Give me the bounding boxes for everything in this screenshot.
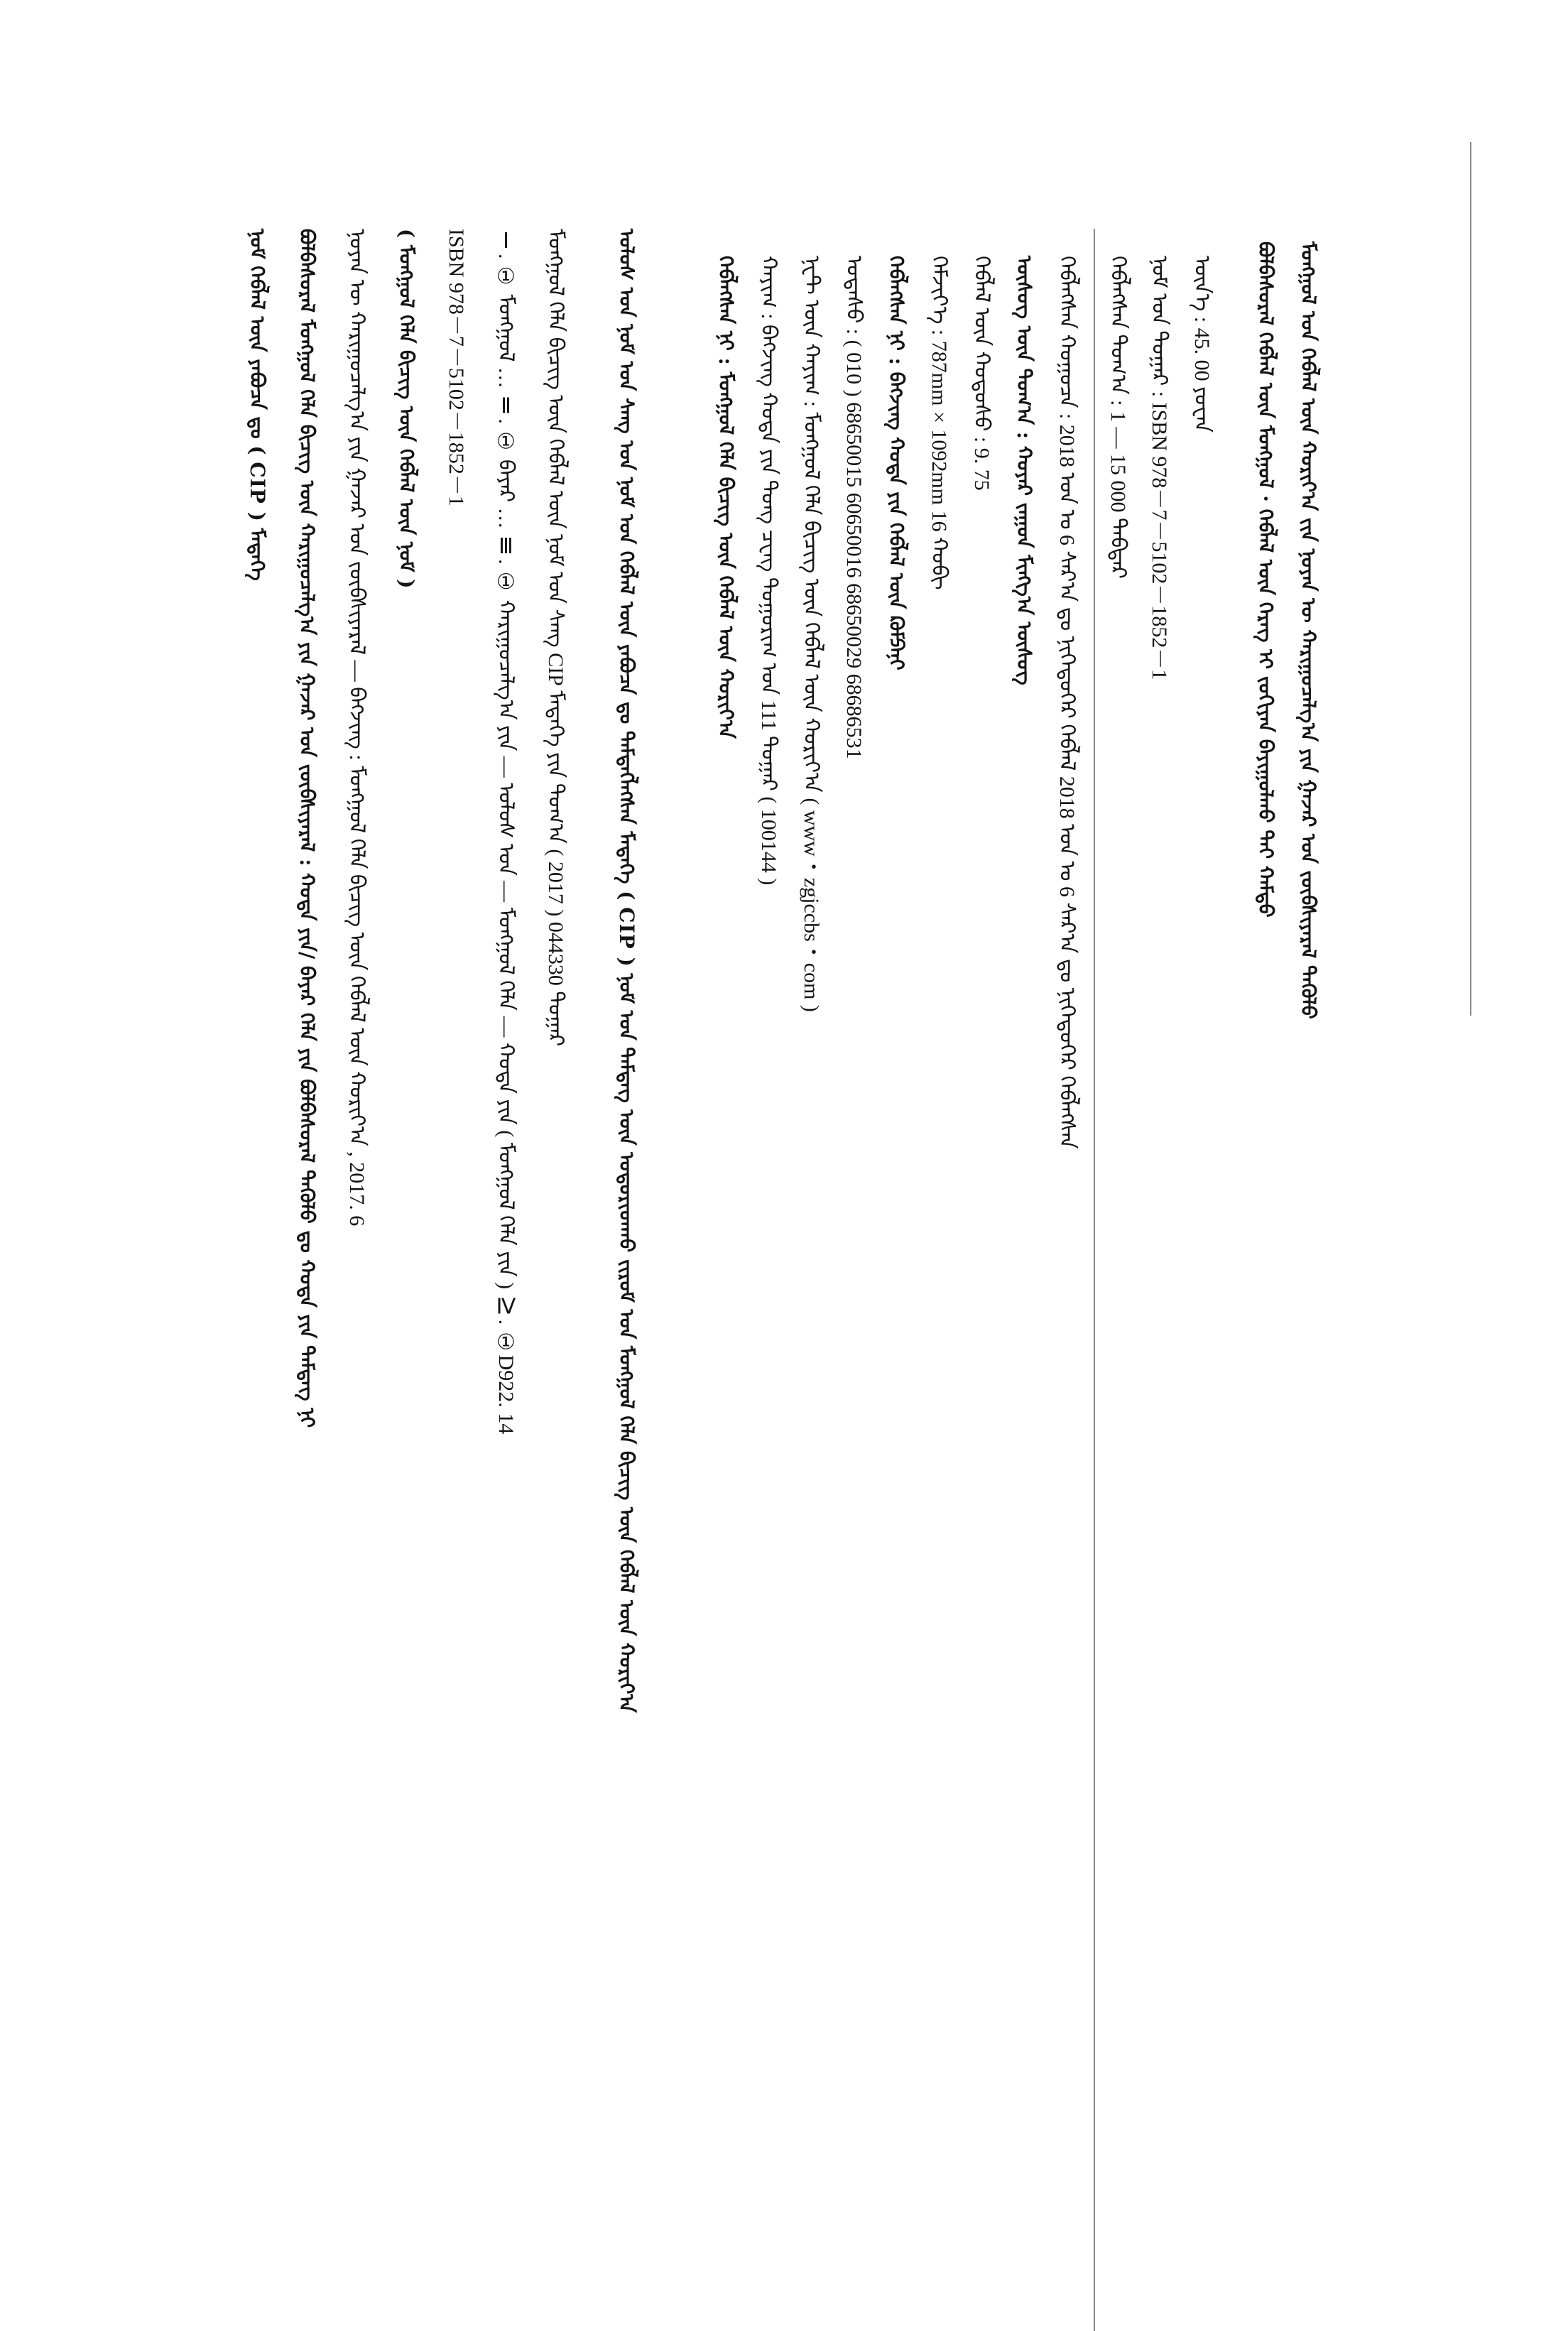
cip-closing-line: ᠨᠣᠮ ᠬᠡᠪᠯᠡᠯ ᠦᠨ ᠶᠠᠪᠤᠴᠠ ᠳᠤ ( CIP ) ᠮᠡᠳᠡᠭᠡ <box>246 229 269 581</box>
words-line: ᠦᠰᠦᠭ ᠦᠨ ᠲᠣᠭ᠎ᠠ : ᠬᠣᠶᠠᠷ ᠵᠠᠭᠤᠨ ᠮᠢᠩᠭ᠎ᠠ ᠦᠰᠦᠭ <box>1013 256 1036 685</box>
address-line: ᠬᠠᠶᠢᠭ : ᠪᠡᠭᠵᠢᠩ ᠬᠣᠲᠠ ᠶᠢᠨ ᠳᠤᠩ ᠴᠧᠩ ᠲᠣᠭᠣᠷᠢᠭ ᠤᠨ 111 ᠳᠤᠭᠠᠷ ( 100144 ) <box>757 256 780 886</box>
cip-number-line: ᠮᠣᠩᠭᠣᠯ ᠬᠡᠯᠡ ᠪᠢᠴᠢᠭ ᠦᠨ ᠬᠡᠪᠯᠡᠯ ᠦᠨ ᠨᠣᠮ ᠤᠨ ᠰᠠᠩ CIP ᠮᠡᠳᠡᠭᠡ ᠶᠢᠨ ᠲᠣᠭ᠎ᠠ ( 2017 ) 044330 ᠳᠤᠭᠠᠷ <box>544 229 567 1047</box>
middle-divider-line <box>1094 229 1095 2331</box>
isbn-line: ᠨᠣᠮ ᠤᠨ ᠳᠤᠭᠠᠷ : ISBN 978－7－5102－1852－1 <box>1148 256 1171 680</box>
cip-heading: ᠤᠯᠤᠰ ᠤᠨ ᠨᠣᠮ ᠤᠨ ᠰᠠᠩ ᠤᠨ ᠨᠣᠮ ᠤᠨ ᠬᠡᠪᠯᠡᠯ ᠦᠨ ᠶᠠᠪᠤᠴᠠ ᠳᠤ ᠲᠡᠮᠳᠡᠭᠯᠡᠭᠰᠡᠨ ᠮᠡᠳᠡᠭᠡ ( CIP ) ᠨᠣᠮ ᠤᠨ ᠲᠡᠮᠳᠡᠭ ᠦᠨ ᠤᠳᠤᠷᠢᠳᠬᠤ ᠵᠢᠷᠤᠮ ᠤᠨ ᠮᠣᠩᠭᠣᠯ ᠬᠡᠯᠡ ᠪᠢᠴᠢᠭ ᠦᠨ ᠬᠡᠪᠯᠡᠯ ᠦᠨ ᠬᠣᠷᠢᠶ᠎ᠠ <box>615 229 638 1713</box>
upper-divider-line <box>1470 142 1471 1016</box>
price-line: ᠦᠨ᠎ᠡ : 45. 00 ᠶᠤᠸᠠᠨ <box>1190 256 1214 433</box>
cip-edition-line: ᠨᠣᠶᠠᠨ ᠦ ᠬᠠᠷᠢᠭᠤᠴᠠᠯᠭ᠎ᠠ ᠶᠢᠨ ᠭᠠᠵᠠᠷ ᠤᠨ ᠵᠥᠪᠰᠢᠶᠡᠷᠡᠯ — ᠪᠡᠭᠵᠢᠩ : ᠮᠣᠩᠭᠣᠯ ᠬᠡᠯᠡ ᠪᠢᠴᠢᠭ ᠦᠨ ᠬᠡᠪᠯᠡᠯ ᠦᠨ ᠬᠣᠷᠢᠶ᠎ᠠ , 2017. 6 <box>345 229 369 1227</box>
website-line: ᠨᠧᠲ ᠦᠨ ᠬᠠᠶᠢᠭ : ᠮᠣᠩᠭᠣᠯ ᠬᠡᠯᠡ ᠪᠢᠴᠢᠭ ᠦᠨ ᠬᠡᠪᠯᠡᠯ ᠦᠨ ᠬᠣᠷᠢᠶ᠎ᠠ ( www・zgjccbs・com ) <box>800 256 823 1012</box>
edition-line: ᠬᠡᠪᠯᠡᠭᠰᠡᠨ ᠬᠤᠭᠤᠴᠠ : 2018 ᠣᠨ ᠤ 6 ᠰᠠᠷ᠎ᠠ ᠳᠤ ᠨᠢᠭᠡᠳᠦᠭᠡᠷ ᠬᠡᠪᠯᠡᠯ 2018 ᠣᠨ ᠤ 6 ᠰᠠᠷ᠎ᠠ ᠳᠤ ᠨᠢᠭᠡᠳᠦᠭᠡᠷ ᠬᠡᠪᠯᠡᠭᠰᠡᠨ <box>1055 256 1079 1149</box>
publisher-line: ᠬᠡᠪᠯᠡᠭᠰᠡᠨ ᠨᠢ : ᠮᠣᠩᠭᠣᠯ ᠬᠡᠯᠡ ᠪᠢᠴᠢᠭ ᠦᠨ ᠬᠡᠪᠯᠡᠯ ᠦᠨ ᠬᠣᠷᠢᠶ᠎ᠠ <box>714 256 738 739</box>
cip-long-line: ᠪᠣᠯᠪᠠᠰᠤᠷᠠᠯ ᠮᠣᠩᠭᠣᠯ ᠬᠡᠯᠡ ᠪᠢᠴᠢᠭ ᠦᠨ ᠬᠠᠷᠢᠭᠤᠴᠠᠯᠭ᠎ᠠ ᠶᠢᠨ ᠭᠠᠵᠠᠷ ᠤᠨ ᠵᠥᠪᠰᠢᠶᠡᠷᠡᠯ : ᠬᠣᠲᠠ ᠶᠢᠨ/ ᠪᠠᠶᠠᠷ ᠬᠡᠯᠡ ᠶᠢᠨ ᠪᠣᠯᠪᠠᠰᠤᠷᠠᠯ ᠲᠡᠭᠦᠯᠦ ᠳᠤ ᠬᠣᠲᠠ ᠶᠢᠨ ᠲᠡᠮᠳᠡᠭ ᠨᠢ <box>295 229 319 1428</box>
sheets-line: ᠬᠡᠪᠯᠡᠯ ᠦᠨ ᠬᠤᠳᠤᠰᠤ : 9. 75 <box>970 256 993 491</box>
format-line: ᠬᠡᠮᠵᠢᠶ᠎ᠡ : 787mm×1092mm 16 ᠬᠤᠪᠢ <box>927 256 951 590</box>
printer-line: ᠬᠡᠪᠯᠡᠭᠰᠡᠨ ᠨᠢ : ᠪᠡᠭᠵᠢᠩ ᠬᠣᠲᠠ ᠶᠢᠨ ᠬᠡᠪᠯᠡᠯ ᠦᠨ ᠺᠣᠮᠫᠠᠨᠢ <box>885 256 908 670</box>
classification-line: Ⅰ. ① ᠮᠣᠩᠭᠣᠯ … Ⅱ. ① ᠪᠠᠶᠠᠷ … Ⅲ. ① ᠬᠠᠷᠢᠭᠤᠴᠠᠯᠭ᠎ᠠ ᠶᠢᠨ — ᠤᠯᠤᠰ ᠤᠨ — ᠮᠣᠩᠭᠣᠯ ᠬᠡᠯᠡ — ᠬᠣᠲᠠ ᠶᠢᠨ ( ᠮᠣᠩᠭᠣᠯ ᠬᠡᠯᠡ ᠶᠢᠨ ) Ⅳ. ①D922. 14 <box>494 229 518 1435</box>
paren-note-line: ( ᠮᠣᠩᠭᠣᠯ ᠬᠡᠯᠡ ᠪᠢᠴᠢᠭ ᠦᠨ ᠬᠡᠪᠯᠡᠯ ᠦᠨ ᠨᠣᠮ ) <box>395 229 418 589</box>
print-run-line: ᠬᠡᠪᠯᠡᠭᠰᠡᠨ ᠲᠣᠭ᠎ᠠ : 1 — 15 000 ᠳᠡᠪᠲᠡᠷ <box>1106 256 1130 579</box>
top-line-2: ᠪᠣᠯᠪᠠᠰᠤᠷᠠᠯ ᠬᠡᠪᠯᠡᠯ ᠦᠨ ᠮᠣᠩᠭᠣᠯ · ᠬᠡᠪᠯᠡᠯ ᠦᠨ ᠬᠡᠷᠡᠭ ᠢ ᠵᠣᠬᠢᠶᠠᠨ ᠪᠠᠶᠢᠭᠤᠯᠬᠤ ᠲᠠᠢ ᠬᠠᠮᠲᠤ <box>1254 241 1278 918</box>
cip-isbn-line: ISBN 978－7－5102－1852－1 <box>445 229 468 506</box>
top-line-1: ᠮᠣᠩᠭᠣᠯ ᠤᠨ ᠬᠡᠪᠯᠡᠯ ᠦᠨ ᠬᠣᠷᠢᠶ᠎ᠠ ᠵᠢᠨ ᠨᠣᠶᠠᠨ ᠦ ᠬᠠᠷᠢᠭᠤᠴᠠᠯᠭ᠎ᠠ ᠶᠢᠨ ᠭᠠᠵᠠᠷ ᠤᠨ ᠵᠥᠪᠰᠢᠶᠡᠷᠡᠯ ᠲᠡᠭᠦᠯᠦ <box>1297 241 1320 1019</box>
phone-line: ᠤᠲᠠᠰᠤ : ( 010 ) 68650015 60650016 68650029 68686531 <box>842 256 866 759</box>
